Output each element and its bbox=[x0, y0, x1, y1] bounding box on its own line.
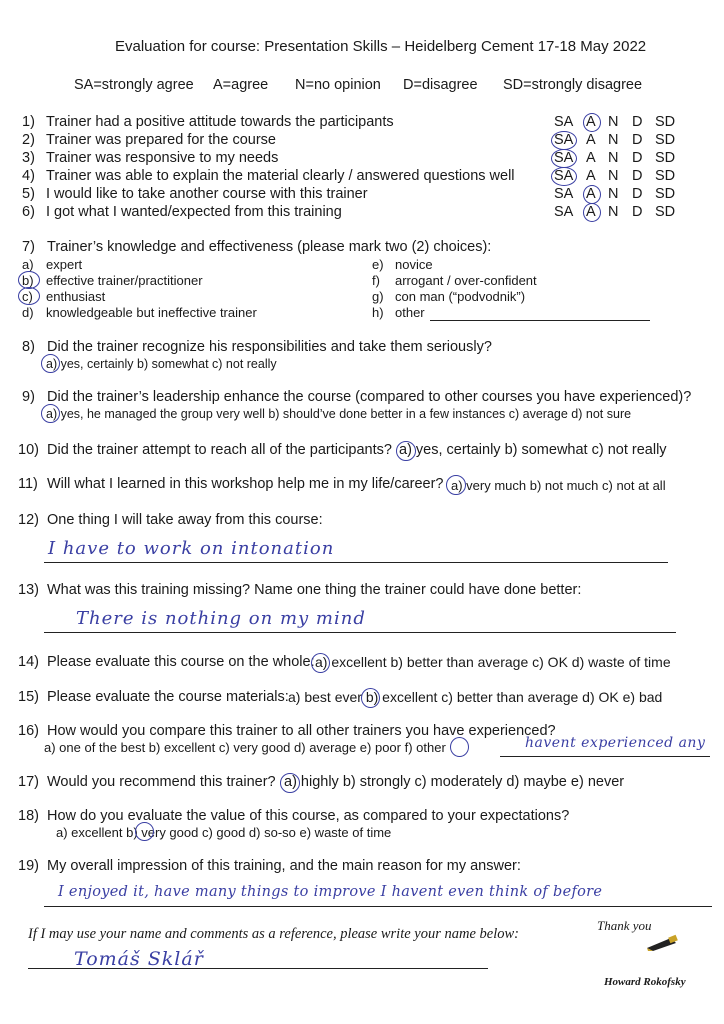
q7-number: 7) bbox=[22, 239, 35, 255]
rating-option-d[interactable]: D bbox=[632, 150, 643, 166]
q16-selected-mark bbox=[450, 737, 469, 757]
q10-text: Did the trainer attempt to reach all of the participants? bbox=[47, 442, 392, 458]
rating-option-a[interactable]: A bbox=[586, 132, 596, 148]
rating-option-d[interactable]: D bbox=[632, 132, 643, 148]
rating-option-sa[interactable]: SA bbox=[554, 186, 574, 202]
q9-selected-mark bbox=[41, 404, 60, 423]
rating-option-a[interactable]: A bbox=[586, 114, 596, 130]
name-line[interactable] bbox=[28, 968, 488, 969]
q12-number: 12) bbox=[18, 512, 39, 528]
q7-option-b-key: b) bbox=[22, 273, 34, 288]
rating-selected-mark bbox=[583, 185, 601, 204]
statement-text: Trainer was responsive to my needs bbox=[46, 150, 279, 166]
q14-selected-mark bbox=[311, 653, 330, 673]
q7-option-e-key: e) bbox=[372, 257, 384, 272]
rating-option-sd[interactable]: SD bbox=[655, 114, 676, 130]
q9-number: 9) bbox=[22, 389, 35, 405]
q7-c-selected-mark bbox=[18, 287, 40, 305]
q12-text: One thing I will take away from this course: bbox=[47, 512, 323, 528]
q7-other-line[interactable] bbox=[430, 320, 650, 321]
rating-selected-mark bbox=[551, 167, 577, 186]
q12-handwritten-answer: I have to work on intonation bbox=[48, 538, 335, 559]
statement-text: Trainer was prepared for the course bbox=[46, 132, 276, 148]
q19-number: 19) bbox=[18, 858, 39, 874]
statement-number: 4) bbox=[22, 168, 35, 184]
q8-text: Did the trainer recognize his responsibilities and take them seriously? bbox=[47, 339, 492, 355]
rating-option-n[interactable]: N bbox=[608, 114, 619, 130]
q7-option-c-key: c) bbox=[22, 289, 33, 304]
q17-number: 17) bbox=[18, 774, 39, 790]
q10-answers: a) yes, certainly b) somewhat c) not really bbox=[399, 442, 667, 458]
rating-selected-mark bbox=[551, 131, 577, 150]
q16-answers: a) one of the best b) excellent c) very good d) average e) poor f) other bbox=[44, 740, 446, 755]
q7-option-a-key: a) bbox=[22, 257, 34, 272]
rating-option-sa[interactable]: SA bbox=[554, 132, 574, 148]
rating-option-n[interactable]: N bbox=[608, 186, 619, 202]
rating-option-sa[interactable]: SA bbox=[554, 150, 574, 166]
name-handwritten: Tomáš Sklář bbox=[74, 948, 204, 970]
statement-number: 5) bbox=[22, 186, 35, 202]
q14-answers: a) excellent b) better than average c) OK d) waste of time bbox=[315, 654, 671, 670]
q18-text: How do you evaluate the value of this course, as compared to your expectations? bbox=[47, 808, 570, 824]
q9-answers: a) yes, he managed the group very well b) should’ve done better in a few instances c) average d) not sure bbox=[46, 407, 632, 421]
q13-text: What was this training missing? Name one thing the trainer could have done better: bbox=[47, 582, 582, 598]
q16-text: How would you compare this trainer to all other trainers you have experienced? bbox=[47, 723, 556, 739]
q14-number: 14) bbox=[18, 654, 39, 670]
q10-selected-mark bbox=[396, 441, 416, 461]
q7-option-c: enthusiast bbox=[46, 289, 106, 304]
q18-number: 18) bbox=[18, 808, 39, 824]
rating-option-sa[interactable]: SA bbox=[554, 114, 574, 130]
q19-text: My overall impression of this training, and the main reason for my answer: bbox=[47, 858, 521, 874]
rating-option-sa[interactable]: SA bbox=[554, 204, 574, 220]
thank-you-note bbox=[597, 917, 661, 935]
q12-answer-line[interactable] bbox=[44, 562, 668, 563]
statement-number: 3) bbox=[22, 150, 35, 166]
rating-option-a[interactable]: A bbox=[586, 204, 596, 220]
statement-text: I got what I wanted/expected from this training bbox=[46, 204, 342, 220]
rating-option-sd[interactable]: SD bbox=[655, 204, 676, 220]
rating-option-d[interactable]: D bbox=[632, 186, 643, 202]
rating-option-sd[interactable]: SD bbox=[655, 132, 676, 148]
rating-option-d[interactable]: D bbox=[632, 168, 643, 184]
legend-a: A=agree bbox=[213, 77, 269, 93]
q8-number: 8) bbox=[22, 339, 35, 355]
q9-text: Did the trainer’s leadership enhance the course (compared to other courses you have experienced)? bbox=[47, 389, 692, 405]
q7-text: Trainer’s knowledge and effectiveness (please mark two (2) choices): bbox=[47, 239, 492, 255]
q16-number: 16) bbox=[18, 723, 39, 739]
reference-instruction: If I may use your name and comments as a reference, please write your name below: bbox=[28, 926, 520, 942]
q18-answers: a) excellent b) very good c) good d) so-so e) waste of time bbox=[56, 825, 392, 840]
q10-number: 10) bbox=[18, 442, 39, 458]
q11-answers: a) very much b) not much c) not at all bbox=[451, 478, 666, 493]
rating-option-n[interactable]: N bbox=[608, 204, 619, 220]
q17-answers: a) highly b) strongly c) moderately d) maybe e) never bbox=[284, 774, 625, 790]
pen-icon bbox=[645, 934, 679, 952]
rating-option-a[interactable]: A bbox=[586, 168, 596, 184]
q7-option-d-key: d) bbox=[22, 305, 34, 320]
q8-selected-mark bbox=[41, 354, 60, 373]
statement-text: Trainer had a positive attitude towards the participants bbox=[46, 114, 394, 130]
q7-option-a: expert bbox=[46, 257, 83, 272]
q11-selected-mark bbox=[446, 475, 466, 495]
q13-number: 13) bbox=[18, 582, 39, 598]
form-title: Evaluation for course: Presentation Skills – Heidelberg Cement 17-18 May 2022 bbox=[115, 38, 647, 55]
q7-option-g: con man (“podvodnik”) bbox=[395, 289, 526, 304]
rating-option-n[interactable]: N bbox=[608, 132, 619, 148]
q7-option-f-key: f) bbox=[372, 273, 380, 288]
legend-sd: SD=strongly disagree bbox=[503, 77, 643, 93]
rating-option-a[interactable]: A bbox=[586, 150, 596, 166]
rating-selected-mark bbox=[583, 203, 601, 222]
rating-option-sd[interactable]: SD bbox=[655, 186, 676, 202]
q19-handwritten-answer: I enjoyed it, have many things to improve I havent even think of before bbox=[58, 884, 603, 900]
q17-text: Would you recommend this trainer? bbox=[47, 774, 276, 790]
statement-number: 2) bbox=[22, 132, 35, 148]
legend-sa: SA=strongly agree bbox=[74, 77, 194, 93]
q15-text: Please evaluate the course materials: bbox=[47, 689, 289, 705]
statement-text: I would like to take another course with this trainer bbox=[46, 186, 368, 202]
signature: Howard Rokofsky bbox=[604, 976, 686, 988]
q7-option-f: arrogant / over-confident bbox=[395, 273, 537, 288]
rating-option-d[interactable]: D bbox=[632, 204, 643, 220]
rating-option-n[interactable]: N bbox=[608, 168, 619, 184]
q13-answer-line[interactable] bbox=[44, 632, 676, 633]
q7-option-g-key: g) bbox=[372, 289, 384, 304]
q16-other-line[interactable] bbox=[500, 756, 710, 757]
statement-number: 1) bbox=[22, 114, 35, 130]
q13-handwritten-answer: There is nothing on my mind bbox=[76, 608, 366, 629]
q7-option-h: other bbox=[395, 305, 425, 320]
q17-selected-mark bbox=[280, 773, 300, 793]
q18-selected-mark bbox=[135, 822, 154, 841]
rating-option-sd[interactable]: SD bbox=[655, 150, 676, 166]
rating-option-n[interactable]: N bbox=[608, 150, 619, 166]
q7-option-e: novice bbox=[395, 257, 433, 272]
q8-answers: a) yes, certainly b) somewhat c) not really bbox=[46, 357, 277, 371]
q16-handwritten-other: havent experienced any bbox=[525, 735, 706, 751]
q19-answer-line[interactable] bbox=[44, 906, 712, 907]
q15-selected-mark bbox=[361, 688, 380, 708]
rating-option-a[interactable]: A bbox=[586, 186, 596, 202]
thank-you-text: Thank you bbox=[597, 918, 652, 933]
q15-answers: a) best ever b) excellent c) better than average d) OK e) bad bbox=[288, 689, 663, 705]
rating-option-d[interactable]: D bbox=[632, 114, 643, 130]
q15-number: 15) bbox=[18, 689, 39, 705]
q7-option-d: knowledgeable but ineffective trainer bbox=[46, 305, 257, 320]
rating-selected-mark bbox=[551, 149, 577, 168]
q7-option-h-key: h) bbox=[372, 305, 384, 320]
rating-option-sd[interactable]: SD bbox=[655, 168, 676, 184]
q11-number: 11) bbox=[18, 476, 38, 492]
statement-text: Trainer was able to explain the material clearly / answered questions well bbox=[46, 168, 515, 184]
rating-option-sa[interactable]: SA bbox=[554, 168, 574, 184]
legend-n: N=no opinion bbox=[295, 77, 381, 93]
rating-selected-mark bbox=[583, 113, 601, 132]
legend-d: D=disagree bbox=[403, 77, 478, 93]
q7-option-b: effective trainer/practitioner bbox=[46, 273, 203, 288]
statement-number: 6) bbox=[22, 204, 35, 220]
q14-text: Please evaluate this course on the whole: bbox=[47, 654, 315, 670]
q11-text: Will what I learned in this workshop help me in my life/career? bbox=[47, 476, 444, 492]
